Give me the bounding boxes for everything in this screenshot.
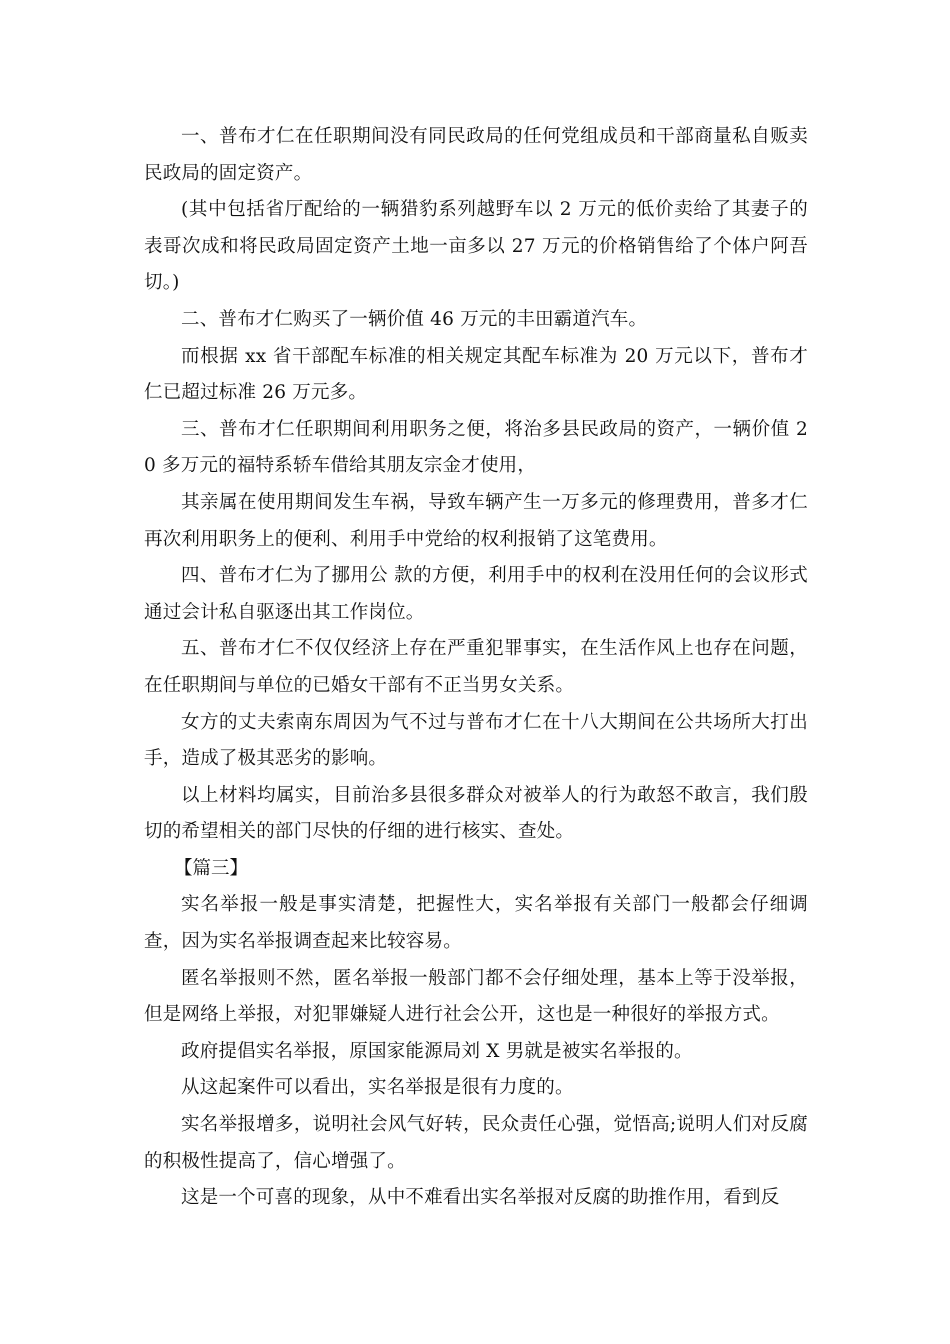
paragraph-4: 而根据 xx 省干部配车标准的相关规定其配车标准为 20 万元以下，普布才仁已超过标准 26 万元多。 bbox=[144, 345, 808, 404]
paragraph-7: 四、普布才仁为了挪用公 款的方便，利用手中的权利在没用任何的会议形式通过会计私自驱逐出其工作岗位。 bbox=[144, 565, 808, 623]
paragraph-15: 实名举报增多，说明社会风气好转，民众责任心强，觉悟高;说明人们对反腐的积极性提高了，信心增强了。 bbox=[144, 1114, 808, 1172]
paragraph-12: 匿名举报则不然，匿名举报一般部门都不会仔细处理，基本上等于没举报，但是网络上举报，对犯罪嫌疑人进行社会公开，这也是一种很好的举报方式。 bbox=[144, 967, 808, 1026]
paragraph-16: 这是一个可喜的现象，从中不难看出实名举报对反腐的助推作用，看到反 bbox=[181, 1187, 780, 1209]
document-body bbox=[144, 119, 808, 1217]
paragraph-10: 以上材料均属实，目前治多县很多群众对被举人的行为敢怒不敢言，我们殷切的希望相关的部门尽快的仔细的进行核实、查处。 bbox=[144, 784, 808, 843]
paragraph-1: 一、普布才仁在任职期间没有同民政局的任何党组成员和干部商量私自贩卖民政局的固定资产。 bbox=[144, 126, 808, 184]
paragraph-2: (其中包括省厅配给的一辆猎豹系列越野车以 2 万元的低价卖给了其妻子的表哥次成和将民政局固定资产土地一亩多以 27 万元的价格销售给了个体户阿吾切。) bbox=[144, 199, 808, 294]
paragraph-8: 五、普布才仁不仅仅经济上存在严重犯罪事实，在生活作风上也存在问题，在任职期间与单位的已婚女干部有不正当男女关系。 bbox=[144, 638, 808, 696]
paragraph-14: 从这起案件可以看出，实名举报是很有力度的。 bbox=[181, 1077, 574, 1099]
paragraph-9: 女方的丈夫索南东周因为气不过与普布才仁在十八大期间在公共场所大打出手，造成了极其恶劣的影响。 bbox=[144, 711, 808, 770]
paragraph-5: 三、普布才仁任职期间利用职务之便，将治多县民政局的资产，一辆价值 20 多万元的福特系轿车借给其朋友宗金才使用， bbox=[144, 418, 808, 477]
paragraph-13: 政府提倡实名举报，原国家能源局刘 X 男就是被实名举报的。 bbox=[181, 1040, 693, 1062]
paragraph-3: 二、普布才仁购买了一辆价值 46 万元的丰田霸道汽车。 bbox=[181, 308, 648, 330]
section-heading: 【篇三】 bbox=[174, 857, 249, 879]
paragraph-6: 其亲属在使用期间发生车祸，导致车辆产生一万多元的修理费用，普多才仁再次利用职务上的便利、利用手中党给的权利报销了这笔费用。 bbox=[144, 491, 808, 550]
paragraph-11: 实名举报一般是事实清楚，把握性大，实名举报有关部门一般都会仔细调查，因为实名举报调查起来比较容易。 bbox=[144, 894, 808, 953]
